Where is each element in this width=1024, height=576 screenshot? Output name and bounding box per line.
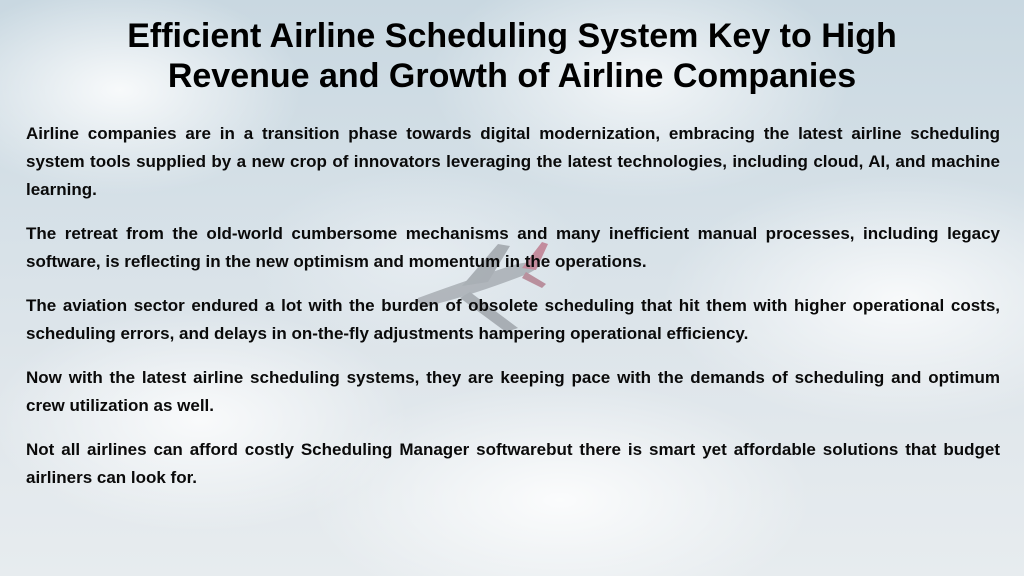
slide-title-line-2: Revenue and Growth of Airline Companies [167, 57, 857, 95]
paragraph-latest-systems: Now with the latest airline scheduling systems, they are keeping pace with the demands of scheduling and optimum crew utilization as well. [26, 368, 1000, 415]
paragraph-retreat-from-legacy: The retreat from the old-world cumbersome mechanisms and many inefficient manual processes, including legacy software, is reflecting in the new optimism and momentum in the operations. [26, 224, 1000, 271]
slide-title [40, 16, 984, 96]
paragraph-affordable-solutions: Not all airlines can afford costly Scheduling Manager softwarebut there is smart yet affordable solutions that budget airliners can look for. [26, 440, 1000, 487]
paragraph-obsolete-scheduling: The aviation sector endured a lot with the burden of obsolete scheduling that hit them with higher operational costs, scheduling errors, and delays in on-the-fly adjustments hampering operational efficiency. [26, 296, 1000, 343]
slide-body [26, 120, 1000, 508]
paragraph-digital-modernization: Airline companies are in a transition phase towards digital modernization, embracing the latest airline scheduling system tools supplied by a new crop of innovators leveraging the latest technologies, including cloud, AI, and machine learning. [26, 124, 1000, 199]
slide-title-line-1: Efficient Airline Scheduling System Key to High [127, 17, 897, 55]
